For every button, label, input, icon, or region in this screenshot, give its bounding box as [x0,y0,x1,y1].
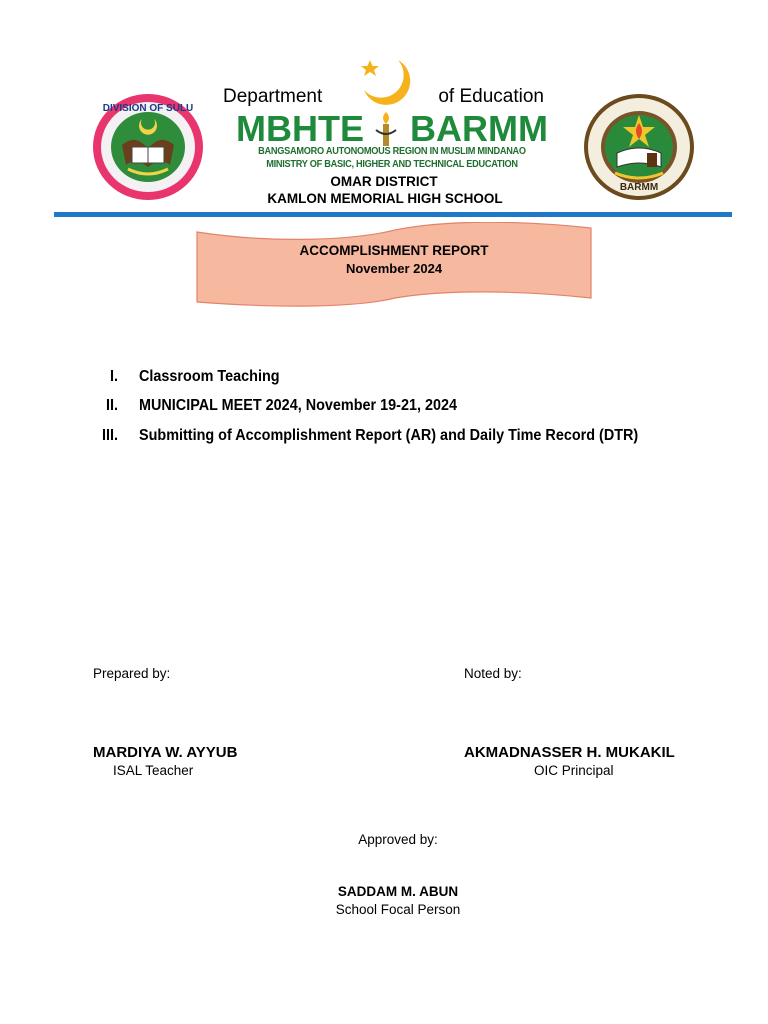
prepared-by-label: Prepared by: [93,666,171,681]
list-item-text: Classroom Teaching [139,368,280,385]
approved-by-label: Approved by: [358,832,438,847]
torch-icon [374,110,398,148]
prepared-by-role: ISAL Teacher [113,763,194,778]
report-title: ACCOMPLISHMENT REPORT [299,243,489,258]
svg-text:BARMM: BARMM [619,182,659,193]
prepared-by-name: MARDIYA W. AYYUB [93,744,238,761]
list-item [0,368,768,392]
list-item-number: II. [105,397,118,414]
list-item-text: Submitting of Accomplishment Report (AR) and Daily Time Record (DTR) [139,427,639,444]
list-item [0,427,768,451]
report-period: November 2024 [345,261,443,276]
noted-by-label: Noted by: [464,666,522,681]
list-item-number: I. [109,368,118,385]
barmm-text: BARMM [410,108,548,149]
bangsamoro-region-line: BANGSAMORO AUTONOMOUS REGION IN MUSLIM MINDANAO [258,146,526,157]
noted-by-name: AKMADNASSER H. MUKAKIL [464,744,675,761]
district-name: OMAR DISTRICT [330,174,438,189]
list-item-number: III. [101,427,118,444]
mbhte-text: MBHTE [236,108,364,149]
mbhte-barmm-wordmark [236,108,548,148]
of-education-text: of Education [438,86,544,107]
department-text: Department [223,86,323,107]
noted-by-role: OIC Principal [534,763,614,778]
list-item [0,397,768,421]
approved-by-role: School Focal Person [335,902,461,917]
list-item-text: MUNICIPAL MEET 2024, November 19-21, 2024 [139,397,457,414]
header-divider [54,212,732,217]
ministry-line: MINISTRY OF BASIC, HIGHER AND TECHNICAL EDUCATION [266,159,518,170]
approved-by-name: SADDAM M. ABUN [337,884,459,899]
department-of-education-line [223,86,548,110]
svg-text:DIVISION OF SULU: DIVISION OF SULU [102,103,194,114]
school-name: KAMLON MEMORIAL HIGH SCHOOL [267,191,503,206]
